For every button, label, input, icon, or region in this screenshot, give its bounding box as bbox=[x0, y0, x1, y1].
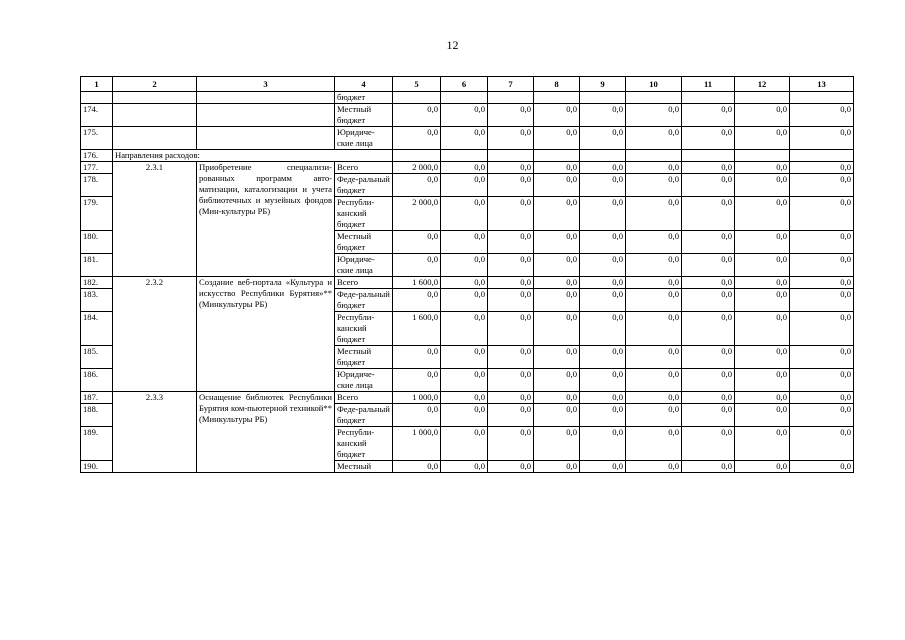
row-number-cell: 189. bbox=[81, 427, 113, 461]
value-cell: 0,0 bbox=[534, 197, 580, 231]
row-number-cell: 190. bbox=[81, 461, 113, 473]
value-cell: 0,0 bbox=[682, 461, 735, 473]
column-header: 1 bbox=[81, 77, 113, 92]
row-number-cell: 181. bbox=[81, 254, 113, 277]
value-cell: 0,0 bbox=[393, 174, 441, 197]
code-cell bbox=[113, 92, 197, 104]
value-cell bbox=[580, 150, 626, 162]
row-number-cell: 178. bbox=[81, 174, 113, 197]
value-cell: 0,0 bbox=[790, 231, 854, 254]
value-cell: 0,0 bbox=[735, 277, 790, 289]
column-header: 13 bbox=[790, 77, 854, 92]
value-cell: 0,0 bbox=[393, 127, 441, 150]
value-cell: 0,0 bbox=[488, 289, 534, 312]
value-cell: 0,0 bbox=[534, 404, 580, 427]
source-cell: Всего bbox=[335, 392, 393, 404]
source-cell: Республи-канский бюджет bbox=[335, 197, 393, 231]
value-cell: 1 000,0 bbox=[393, 427, 441, 461]
value-cell: 0,0 bbox=[682, 277, 735, 289]
value-cell: 0,0 bbox=[735, 346, 790, 369]
value-cell: 0,0 bbox=[626, 427, 682, 461]
value-cell: 0,0 bbox=[393, 289, 441, 312]
row-number-cell: 186. bbox=[81, 369, 113, 392]
value-cell bbox=[488, 92, 534, 104]
value-cell: 0,0 bbox=[790, 162, 854, 174]
column-header: 7 bbox=[488, 77, 534, 92]
value-cell: 0,0 bbox=[441, 392, 488, 404]
value-cell: 0,0 bbox=[488, 127, 534, 150]
value-cell: 0,0 bbox=[790, 404, 854, 427]
value-cell: 0,0 bbox=[682, 231, 735, 254]
value-cell: 0,0 bbox=[488, 162, 534, 174]
code-cell bbox=[113, 104, 197, 127]
value-cell: 0,0 bbox=[534, 127, 580, 150]
code-cell: 2.3.3 bbox=[113, 392, 197, 473]
source-cell: Местный бюджет bbox=[335, 104, 393, 127]
value-cell: 0,0 bbox=[790, 254, 854, 277]
source-cell: Местный бюджет bbox=[335, 346, 393, 369]
row-number-cell: 187. bbox=[81, 392, 113, 404]
value-cell: 0,0 bbox=[626, 461, 682, 473]
value-cell: 0,0 bbox=[580, 461, 626, 473]
value-cell: 0,0 bbox=[393, 254, 441, 277]
value-cell: 0,0 bbox=[626, 277, 682, 289]
value-cell: 0,0 bbox=[534, 461, 580, 473]
value-cell: 0,0 bbox=[790, 174, 854, 197]
column-header: 8 bbox=[534, 77, 580, 92]
value-cell: 0,0 bbox=[488, 346, 534, 369]
value-cell: 0,0 bbox=[735, 197, 790, 231]
value-cell: 0,0 bbox=[790, 127, 854, 150]
source-cell: Феде-ральный бюджет bbox=[335, 404, 393, 427]
row-number-cell: 182. bbox=[81, 277, 113, 289]
value-cell: 0,0 bbox=[393, 104, 441, 127]
value-cell bbox=[626, 150, 682, 162]
value-cell: 0,0 bbox=[626, 404, 682, 427]
value-cell bbox=[735, 92, 790, 104]
value-cell: 0,0 bbox=[682, 312, 735, 346]
value-cell: 0,0 bbox=[735, 404, 790, 427]
description-cell: Создание веб-портала «Культура и искусство Республики Бурятия»** (Минкультуры РБ) bbox=[197, 277, 335, 392]
value-cell: 0,0 bbox=[441, 461, 488, 473]
column-header: 11 bbox=[682, 77, 735, 92]
value-cell: 0,0 bbox=[441, 346, 488, 369]
value-cell: 0,0 bbox=[441, 312, 488, 346]
table-row bbox=[81, 277, 854, 289]
value-cell: 0,0 bbox=[790, 461, 854, 473]
value-cell: 0,0 bbox=[626, 174, 682, 197]
source-cell: Всего bbox=[335, 162, 393, 174]
value-cell: 0,0 bbox=[626, 346, 682, 369]
value-cell: 0,0 bbox=[626, 369, 682, 392]
source-cell: Местный бюджет bbox=[335, 231, 393, 254]
value-cell: 0,0 bbox=[534, 369, 580, 392]
row-number-cell: 174. bbox=[81, 104, 113, 127]
value-cell: 0,0 bbox=[682, 392, 735, 404]
value-cell: 0,0 bbox=[682, 289, 735, 312]
source-cell: бюджет bbox=[335, 92, 393, 104]
value-cell: 0,0 bbox=[488, 254, 534, 277]
value-cell: 2 000,0 bbox=[393, 162, 441, 174]
value-cell: 0,0 bbox=[534, 427, 580, 461]
value-cell: 0,0 bbox=[580, 162, 626, 174]
value-cell: 0,0 bbox=[488, 277, 534, 289]
value-cell: 0,0 bbox=[580, 197, 626, 231]
value-cell bbox=[580, 92, 626, 104]
value-cell: 0,0 bbox=[790, 392, 854, 404]
value-cell: 0,0 bbox=[488, 104, 534, 127]
source-cell: Всего bbox=[335, 277, 393, 289]
table-row bbox=[81, 92, 854, 104]
value-cell: 0,0 bbox=[488, 312, 534, 346]
row-number-cell: 179. bbox=[81, 197, 113, 231]
value-cell: 0,0 bbox=[790, 312, 854, 346]
column-header: 12 bbox=[735, 77, 790, 92]
value-cell: 0,0 bbox=[735, 127, 790, 150]
value-cell: 0,0 bbox=[682, 427, 735, 461]
value-cell: 0,0 bbox=[790, 289, 854, 312]
row-number-cell: 180. bbox=[81, 231, 113, 254]
value-cell: 0,0 bbox=[534, 254, 580, 277]
value-cell: 0,0 bbox=[488, 174, 534, 197]
value-cell: 0,0 bbox=[682, 254, 735, 277]
value-cell: 0,0 bbox=[580, 277, 626, 289]
value-cell: 0,0 bbox=[735, 312, 790, 346]
value-cell: 0,0 bbox=[441, 231, 488, 254]
value-cell bbox=[735, 150, 790, 162]
value-cell: 0,0 bbox=[534, 162, 580, 174]
value-cell: 0,0 bbox=[682, 174, 735, 197]
header-row bbox=[81, 77, 854, 92]
column-header: 10 bbox=[626, 77, 682, 92]
value-cell: 0,0 bbox=[682, 369, 735, 392]
description-cell bbox=[197, 104, 335, 127]
value-cell: 0,0 bbox=[393, 231, 441, 254]
source-cell: Феде-ральный бюджет bbox=[335, 289, 393, 312]
value-cell: 0,0 bbox=[534, 289, 580, 312]
value-cell: 0,0 bbox=[441, 162, 488, 174]
value-cell bbox=[682, 92, 735, 104]
value-cell: 0,0 bbox=[790, 346, 854, 369]
value-cell: 0,0 bbox=[682, 162, 735, 174]
description-cell bbox=[197, 92, 335, 104]
value-cell: 0,0 bbox=[682, 104, 735, 127]
value-cell: 0,0 bbox=[626, 197, 682, 231]
value-cell: 0,0 bbox=[580, 404, 626, 427]
value-cell: 0,0 bbox=[441, 289, 488, 312]
value-cell: 0,0 bbox=[735, 162, 790, 174]
value-cell: 0,0 bbox=[534, 346, 580, 369]
source-cell: Местный bbox=[335, 461, 393, 473]
value-cell: 0,0 bbox=[790, 427, 854, 461]
row-number-cell: 175. bbox=[81, 127, 113, 150]
value-cell: 0,0 bbox=[735, 104, 790, 127]
value-cell: 0,0 bbox=[790, 197, 854, 231]
value-cell: 0,0 bbox=[441, 104, 488, 127]
value-cell: 0,0 bbox=[441, 404, 488, 427]
value-cell: 0,0 bbox=[580, 289, 626, 312]
value-cell: 1 600,0 bbox=[393, 277, 441, 289]
value-cell: 0,0 bbox=[735, 427, 790, 461]
value-cell: 0,0 bbox=[626, 104, 682, 127]
value-cell: 0,0 bbox=[790, 277, 854, 289]
value-cell: 0,0 bbox=[626, 392, 682, 404]
value-cell: 0,0 bbox=[735, 392, 790, 404]
value-cell: 0,0 bbox=[682, 197, 735, 231]
value-cell: 0,0 bbox=[534, 392, 580, 404]
column-header: 4 bbox=[335, 77, 393, 92]
row-number-cell bbox=[81, 92, 113, 104]
value-cell bbox=[534, 150, 580, 162]
budget-table bbox=[80, 76, 854, 473]
column-header: 3 bbox=[197, 77, 335, 92]
value-cell bbox=[393, 92, 441, 104]
value-cell: 0,0 bbox=[580, 127, 626, 150]
table-body bbox=[81, 92, 854, 473]
value-cell: 0,0 bbox=[580, 312, 626, 346]
row-number-cell: 176. bbox=[81, 150, 113, 162]
value-cell bbox=[682, 150, 735, 162]
value-cell: 0,0 bbox=[441, 127, 488, 150]
column-header: 6 bbox=[441, 77, 488, 92]
value-cell: 0,0 bbox=[790, 369, 854, 392]
value-cell: 0,0 bbox=[580, 427, 626, 461]
value-cell bbox=[441, 150, 488, 162]
value-cell: 0,0 bbox=[441, 427, 488, 461]
source-cell: Республи-канский бюджет bbox=[335, 312, 393, 346]
value-cell: 0,0 bbox=[534, 174, 580, 197]
value-cell: 0,0 bbox=[626, 289, 682, 312]
value-cell: 0,0 bbox=[393, 404, 441, 427]
value-cell: 0,0 bbox=[790, 104, 854, 127]
section-row bbox=[81, 150, 854, 162]
value-cell: 0,0 bbox=[682, 346, 735, 369]
source-cell: Республи-канский бюджет bbox=[335, 427, 393, 461]
value-cell: 0,0 bbox=[488, 392, 534, 404]
value-cell: 0,0 bbox=[393, 461, 441, 473]
table-row bbox=[81, 104, 854, 127]
value-cell: 0,0 bbox=[488, 369, 534, 392]
value-cell bbox=[790, 150, 854, 162]
value-cell: 0,0 bbox=[735, 289, 790, 312]
value-cell: 0,0 bbox=[735, 369, 790, 392]
value-cell: 0,0 bbox=[626, 254, 682, 277]
value-cell: 0,0 bbox=[580, 392, 626, 404]
value-cell bbox=[488, 150, 534, 162]
value-cell: 0,0 bbox=[534, 312, 580, 346]
value-cell: 0,0 bbox=[626, 312, 682, 346]
value-cell: 0,0 bbox=[441, 174, 488, 197]
value-cell: 0,0 bbox=[626, 231, 682, 254]
row-number-cell: 183. bbox=[81, 289, 113, 312]
value-cell: 0,0 bbox=[682, 127, 735, 150]
value-cell: 0,0 bbox=[735, 174, 790, 197]
value-cell: 0,0 bbox=[682, 404, 735, 427]
value-cell: 0,0 bbox=[580, 254, 626, 277]
value-cell: 0,0 bbox=[441, 197, 488, 231]
value-cell: 0,0 bbox=[580, 346, 626, 369]
value-cell: 0,0 bbox=[580, 369, 626, 392]
row-number-cell: 177. bbox=[81, 162, 113, 174]
code-cell: 2.3.2 bbox=[113, 277, 197, 392]
table-row bbox=[81, 162, 854, 174]
source-cell: Феде-ральный бюджет bbox=[335, 174, 393, 197]
value-cell: 0,0 bbox=[580, 231, 626, 254]
value-cell: 0,0 bbox=[393, 369, 441, 392]
source-cell: Юридиче-ские лица bbox=[335, 127, 393, 150]
value-cell: 1 600,0 bbox=[393, 312, 441, 346]
description-cell bbox=[197, 127, 335, 150]
value-cell: 0,0 bbox=[488, 427, 534, 461]
value-cell: 0,0 bbox=[534, 231, 580, 254]
column-header: 2 bbox=[113, 77, 197, 92]
value-cell: 0,0 bbox=[626, 162, 682, 174]
column-header: 5 bbox=[393, 77, 441, 92]
value-cell: 0,0 bbox=[488, 461, 534, 473]
value-cell: 1 000,0 bbox=[393, 392, 441, 404]
value-cell: 0,0 bbox=[393, 346, 441, 369]
table-row bbox=[81, 127, 854, 150]
code-cell: 2.3.1 bbox=[113, 162, 197, 277]
value-cell: 0,0 bbox=[488, 197, 534, 231]
value-cell: 0,0 bbox=[735, 461, 790, 473]
value-cell: 0,0 bbox=[441, 254, 488, 277]
column-header: 9 bbox=[580, 77, 626, 92]
description-cell: Оснащение библиотек Республики Бурятия ком-пьютерной техникой** (Минкультуры РБ) bbox=[197, 392, 335, 473]
value-cell bbox=[441, 92, 488, 104]
value-cell: 0,0 bbox=[441, 369, 488, 392]
value-cell: 2 000,0 bbox=[393, 197, 441, 231]
value-cell: 0,0 bbox=[580, 104, 626, 127]
value-cell: 0,0 bbox=[488, 404, 534, 427]
value-cell bbox=[626, 92, 682, 104]
value-cell: 0,0 bbox=[735, 254, 790, 277]
value-cell: 0,0 bbox=[735, 231, 790, 254]
value-cell: 0,0 bbox=[441, 277, 488, 289]
section-label: Направления расходов: bbox=[113, 150, 393, 162]
value-cell: 0,0 bbox=[488, 231, 534, 254]
source-cell: Юридиче-ские лица bbox=[335, 254, 393, 277]
value-cell: 0,0 bbox=[534, 277, 580, 289]
row-number-cell: 184. bbox=[81, 312, 113, 346]
value-cell bbox=[534, 92, 580, 104]
value-cell bbox=[393, 150, 441, 162]
source-cell: Юридиче-ские лица bbox=[335, 369, 393, 392]
row-number-cell: 188. bbox=[81, 404, 113, 427]
value-cell: 0,0 bbox=[580, 174, 626, 197]
code-cell bbox=[113, 127, 197, 150]
page-number: 12 bbox=[446, 38, 459, 52]
value-cell: 0,0 bbox=[534, 104, 580, 127]
value-cell: 0,0 bbox=[626, 127, 682, 150]
value-cell bbox=[790, 92, 854, 104]
row-number-cell: 185. bbox=[81, 346, 113, 369]
table-row bbox=[81, 392, 854, 404]
description-cell: Приобретение специализи-рованных программ авто-матизации, каталогизации и учета библиотечных и музейных фондов (Мин-культуры РБ) bbox=[197, 162, 335, 277]
